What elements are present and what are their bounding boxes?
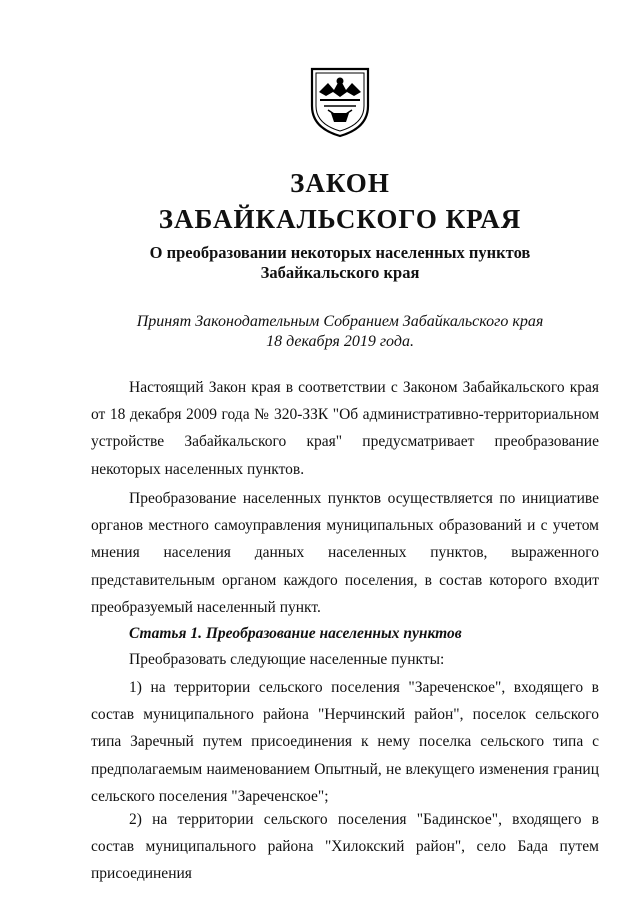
article-1-heading: Статья 1. Преобразование населенных пунктов bbox=[129, 625, 462, 642]
law-subtitle: О преобразовании некоторых населенных пунктов bbox=[149, 243, 531, 262]
preamble-paragraph: Настоящий Закон края в соответствии с Законом Забайкальского края от 18 декабря 2009 года № 320-ЗЗК "Об административно-территориальном устройстве Забайкальского края" предусматривает преобразование некоторых населенных пунктов. bbox=[91, 379, 599, 478]
article-1-item-2: 2) на территории сельского поселения "Бадинское", входящего в состав муниципального района "Хилокский район", село Бада путем присоединения bbox=[91, 811, 599, 883]
adoption-date: 18 декабря 2019 года. bbox=[266, 333, 414, 350]
adoption-note: Принят Законодательным Собранием Забайкальского края bbox=[136, 313, 544, 330]
law-subtitle-cont: Забайкальского края bbox=[260, 263, 420, 282]
article-1-item-1: 1) на территории сельского поселения "Зареченское", входящего в состав муниципального района "Нерчинский район", поселок сельского типа Заречный путем присоединения к нему поселка сельского типа с предполагаемым наименованием Опытный, не влекущего изменения границ сельского поселения "Зареченское"; bbox=[91, 679, 599, 805]
article-1-intro: Преобразовать следующие населенные пункты: bbox=[129, 651, 445, 668]
law-title: ЗАКОН bbox=[290, 168, 390, 198]
coat-of-arms-emblem bbox=[309, 66, 371, 138]
law-region-title: ЗАБАЙКАЛЬСКОГО КРАЯ bbox=[158, 204, 522, 234]
initiative-paragraph: Преобразование населенных пунктов осуществляется по инициативе органов местного самоуправления муниципальных образований и с учетом мнения населения данных населенных пунктов, выраженного представительным органом каждого поселения, в состав которого входит преобразуемый населенный пункт. bbox=[91, 490, 599, 616]
